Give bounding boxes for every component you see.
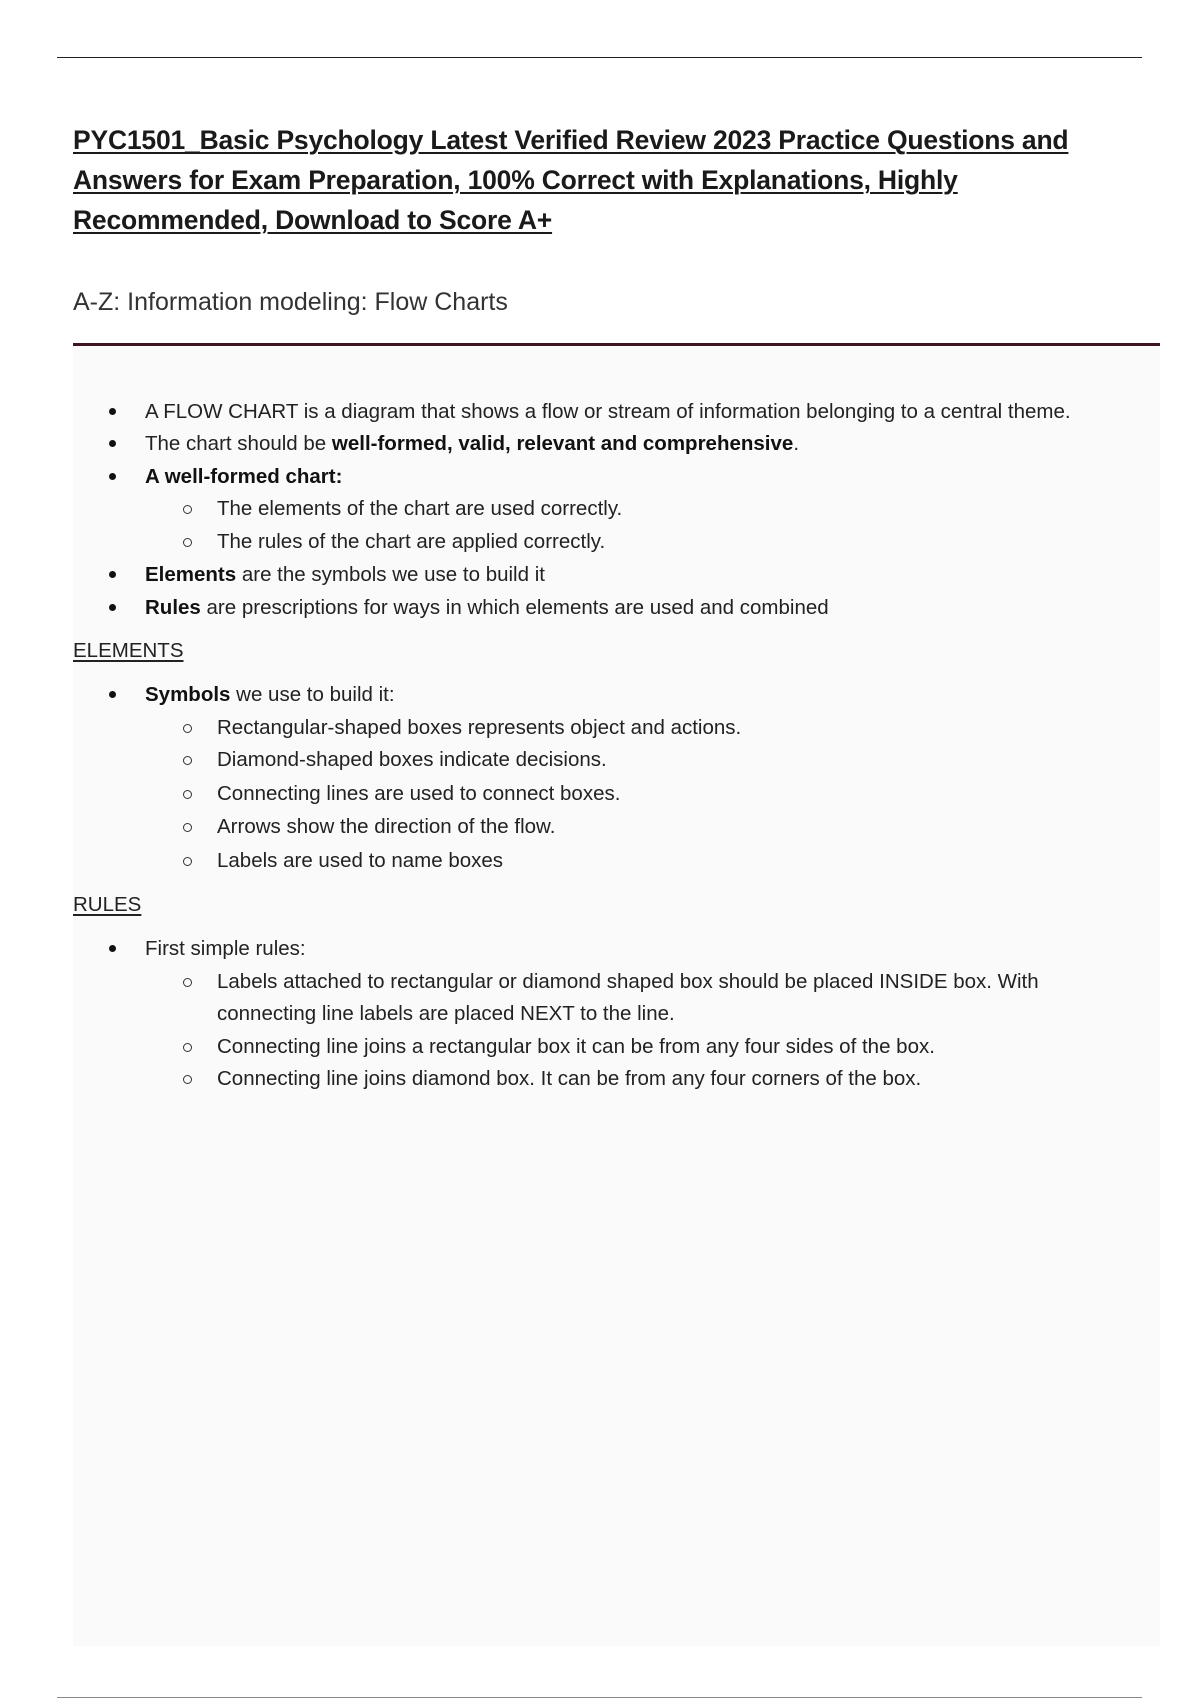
list-item-emphasis: A well-formed chart: [145, 465, 343, 488]
bullet-icon [107, 431, 121, 445]
sub-list-item: Arrows show the direction of the flow. [217, 815, 556, 838]
sub-list-item: The rules of the chart are applied correctly. [217, 530, 606, 553]
bullet-icon [107, 399, 121, 413]
sub-bullet-icon [183, 496, 197, 510]
sub-list-item: Labels are used to name boxes [217, 849, 504, 872]
list-item-text: we use to build it: [230, 683, 395, 706]
sub-bullet-icon [183, 529, 197, 543]
sub-bullet-icon [183, 747, 197, 761]
list-item [145, 399, 1071, 425]
list-item-text: The chart should be [145, 432, 332, 455]
list-item [145, 682, 395, 708]
list-item-emphasis: Symbols [145, 683, 231, 706]
sub-bullet-icon [183, 848, 197, 862]
sub-list-item: The elements of the chart are used correctly. [217, 497, 623, 520]
sub-bullet-icon [183, 715, 197, 729]
bullet-icon [107, 595, 121, 609]
list-item-text: are prescriptions for ways in which elements are used and combined [200, 596, 829, 619]
list-item-text: are the symbols we use to build it [236, 563, 545, 586]
sub-bullet-icon [183, 814, 197, 828]
bullet-icon [107, 464, 121, 478]
list-item-text: . [793, 432, 800, 455]
page-bottom-rule [57, 1697, 1142, 1698]
elements-label: ELEMENTS [73, 639, 184, 662]
sub-bullet-icon [183, 1034, 197, 1048]
page-top-rule [57, 57, 1142, 58]
list-item-emphasis: well-formed, valid, relevant and comprehensive [331, 432, 794, 455]
list-item [145, 464, 342, 490]
sub-bullet-icon [183, 781, 197, 795]
list-item-emphasis: Rules [145, 596, 201, 619]
sub-list-item: Connecting line joins diamond box. It can be from any four corners of the box. [217, 1067, 922, 1090]
list-item-text: A FLOW CHART is a diagram that shows a flow or stream of information belonging to a central theme. [145, 400, 1071, 423]
sub-bullet-icon [183, 1066, 197, 1080]
sub-list-item-continuation: connecting line labels are placed NEXT to the line. [217, 1002, 675, 1025]
bullet-icon [107, 682, 121, 696]
sub-list-item: Connecting lines are used to connect boxes. [217, 782, 621, 805]
sub-list-item: Connecting line joins a rectangular box it can be from any four sides of the box. [217, 1035, 935, 1058]
list-item: First simple rules: [145, 937, 306, 960]
sub-list-item: Rectangular-shaped boxes represents object and actions. [217, 716, 742, 739]
list-item [145, 431, 799, 457]
sub-list-item: Labels attached to rectangular or diamond shaped box should be placed INSIDE box. With [217, 970, 1039, 993]
rules-label: RULES [73, 893, 142, 916]
list-item [145, 595, 829, 621]
bullet-icon [107, 562, 121, 576]
bullet-icon [107, 936, 121, 950]
list-item [145, 562, 545, 588]
sub-bullet-icon [183, 969, 197, 983]
sub-list-item: Diamond-shaped boxes indicate decisions. [217, 748, 607, 771]
section-heading: A-Z: Information modeling: Flow Charts [73, 288, 508, 316]
list-item-emphasis: Elements [145, 563, 237, 586]
document-title: PYC1501_Basic Psychology Latest Verified Review 2023 Practice Questions and Answers for Exam Preparation, 100% Correct with Explanations, Highly Recommended, Download to Score A+ [73, 125, 1069, 235]
